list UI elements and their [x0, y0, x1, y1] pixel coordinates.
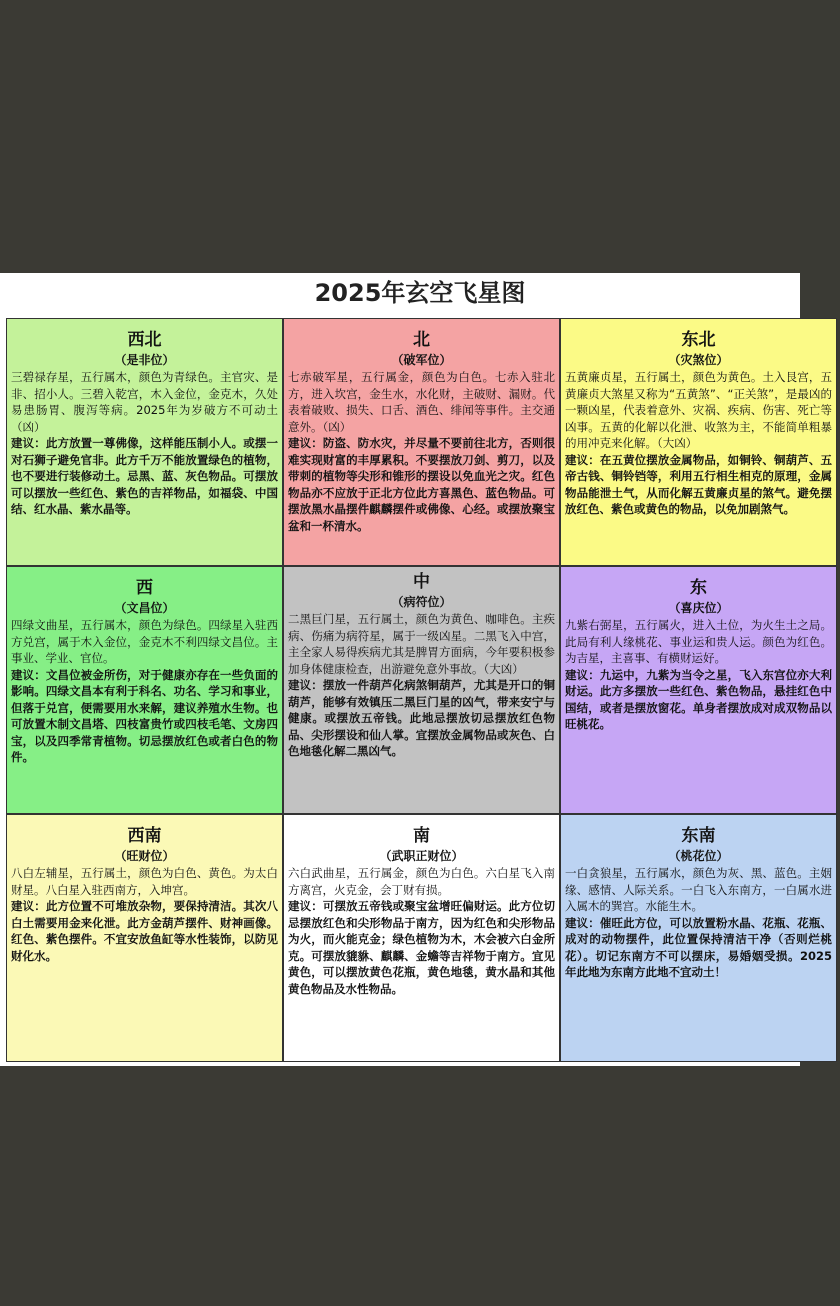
direction-label: 西南	[127, 826, 162, 846]
position-label: （武职正财位）	[379, 849, 464, 863]
direction-label: 西北	[127, 330, 162, 350]
star-description: 三碧禄存星，五行属木，颜色为青绿色。主官灾、是非、招小人。三碧入乾宫，木入金位，金克木，久处易患肠胃、腹泻等病。2025年为岁破方不可动土（凶）	[11, 370, 278, 434]
direction-label: 南	[413, 826, 430, 846]
cell-south	[283, 814, 560, 1062]
advice-text: 建议：催旺此方位，可以放置粉水晶、花瓶、花瓶、成对的动物摆件，此位置保持清洁干净（否则烂桃花）。切记东南方不可以摆床，易婚姻受损。2025年此地为东南方此地不宜动土！	[565, 915, 832, 979]
direction-label: 中	[413, 572, 430, 592]
advice-text: 建议：摆放一件葫芦化病煞铜葫芦，尤其是开口的铜葫芦，能够有效镇压二黑巨门星的凶气，带来安宁与健康。或摆放五帝钱。此地忌摆放切忌摆放红色物品、尖形摆设和仙人掌。宜摆放金属物品或灰色、白色地毯化解二黑凶气。	[288, 678, 555, 758]
position-label: （是非位）	[114, 353, 175, 367]
cell-west	[6, 566, 283, 814]
bottom-background	[0, 1066, 800, 1306]
position-label: （喜庆位）	[668, 601, 729, 615]
star-description: 七赤破军星，五行属金，颜色为白色。七赤入驻北方，进入坎宫，金生水，水化财，主破财、漏财。代表着破败、损失、口舌、酒色、绯闻等事件。主交通意外。（凶）	[288, 370, 555, 434]
star-description: 五黄廉贞星，五行属土，颜色为黄色。土入艮宫，五黄廉贞大煞星又称为“五黄煞”、“正关煞”，是最凶的一颗凶星，代表着意外、灾祸、疾病、伤害、死亡等凶事。五黄的化解以化泄、收煞为主，不能简单粗暴的用冲克来化解。（大凶）	[565, 370, 832, 450]
position-label: （文昌位）	[114, 601, 175, 615]
direction-label: 北	[413, 330, 430, 350]
nine-palace-grid	[6, 318, 837, 1062]
advice-text: 建议：九运中，九紫为当令之星，飞入东宫位亦大利财运。此方多摆放一些红色、紫色物品，悬挂红色中国结，或者是摆放窗花。单身者摆放成对成双物品以旺桃花。	[565, 667, 832, 731]
cell-north	[283, 318, 560, 566]
star-description: 二黑巨门星，五行属土，颜色为黄色、咖啡色。主疾病、伤痛为病符星，属于一级凶星。二黑飞入中宫，主全家人易得疾病尤其是脾胃方面病，今年要积极参加身体健康检查，出游避免意外事故。（大凶）	[288, 612, 555, 676]
position-label: （灾煞位）	[668, 353, 729, 367]
star-description: 九紫右弼星，五行属火，进入土位，为火生土之局。此局有利人缘桃花、事业运和贵人运。颜色为红色。为吉星，主喜事、有横财运好。	[565, 618, 832, 665]
cell-northeast	[560, 318, 837, 566]
direction-label: 东	[690, 578, 707, 598]
advice-text: 建议：此方位置不可堆放杂物，要保持清洁。其次八白土需要用金来化泄。此方金葫芦摆件、财神画像。红色、紫色摆件。不宜安放鱼缸等水性装饰，以防见财化水。	[11, 899, 278, 963]
advice-text: 建议：在五黄位摆放金属物品，如铜铃、铜葫芦、五帝古钱、铜铃铛等，利用五行相生相克的原理，金属物品能泄土气，从而化解五黄廉贞星的煞气。避免摆放红色、紫色或黄色的物品，以免加剧煞气。	[565, 452, 832, 516]
direction-label: 东北	[681, 330, 716, 350]
star-description: 一白贪狼星，五行属水，颜色为灰、黑、蓝色。主姻缘、感情、人际关系。一白飞入东南方，一白属水进入属木的巽宫。水能生木。	[565, 866, 832, 913]
position-label: （旺财位）	[114, 849, 175, 863]
advice-text: 建议：文昌位被金所伤，对于健康亦存在一些负面的影响。四绿文昌本有利于科名、功名、学习和事业，但落于兑宫，便需要用水来解，建议养殖水生物。也可放置木制文昌塔、四枝富贵竹或四枝毛笔、文房四宝，以及四季常青植物。切忌摆放红色或者白色的物件。	[11, 667, 278, 764]
direction-label: 东南	[681, 826, 716, 846]
top-background	[0, 0, 800, 273]
cell-southwest	[6, 814, 283, 1062]
cell-east	[560, 566, 837, 814]
position-label: （破军位）	[391, 353, 452, 367]
cell-center	[283, 566, 560, 814]
cell-northwest	[6, 318, 283, 566]
star-description: 四绿文曲星，五行属木，颜色为绿色。四绿星入驻西方兑宫，属于木入金位，金克木不利四绿文昌位。主事业、学业、官位。	[11, 618, 278, 665]
direction-label: 西	[136, 578, 153, 598]
flying-star-sheet	[0, 273, 832, 1066]
star-description: 六白武曲星，五行属金，颜色为白色。六白星飞入南方离宫，火克金，会丁财有损。	[288, 866, 555, 897]
position-label: （病符位）	[391, 595, 452, 609]
chart-title: 2025年玄空飞星图	[314, 279, 526, 307]
position-label: （桃花位）	[668, 849, 729, 863]
cell-southeast	[560, 814, 837, 1062]
advice-text: 建议：此方放置一尊佛像，这样能压制小人。或摆一对石狮子避免官非。此方千万不能放置绿色的植物，也不要进行装修动土。忌黑、蓝、灰色物品。可摆放可以摆放一些红色、紫色的吉祥物品，如福袋、中国结、红水晶、紫水晶等。	[11, 436, 278, 516]
advice-text: 建议：可摆放五帝钱或聚宝盆增旺偏财运。此方位切忌摆放红色和尖形物品于南方，因为红色和尖形物品为火，而火能克金；绿色植物为木，木会被六白金所克。可摆放貔貅、麒麟、金蟾等吉祥物于南方。宜见黄色，可以摆放黄色花瓶，黄色地毯，黄水晶和其他黄色物品及水性物品。	[288, 899, 555, 996]
star-description: 八白左辅星，五行属土，颜色为白色、黄色。为太白财星。八白星入驻西南方，入坤宫。	[11, 866, 278, 897]
advice-text: 建议：防盗、防水灾，并尽量不要前往北方，否则很难实现财富的丰厚累积。不要摆放刀剑、剪刀，以及带刺的植物等尖形和锥形的摆设以免血光之灾。红色物品亦不应放于正北方位此方喜黑色、蓝色物品。可摆放黑水晶摆件麒麟摆件或佛像、心经。或摆放聚宝盆和一杯清水。	[288, 436, 555, 533]
